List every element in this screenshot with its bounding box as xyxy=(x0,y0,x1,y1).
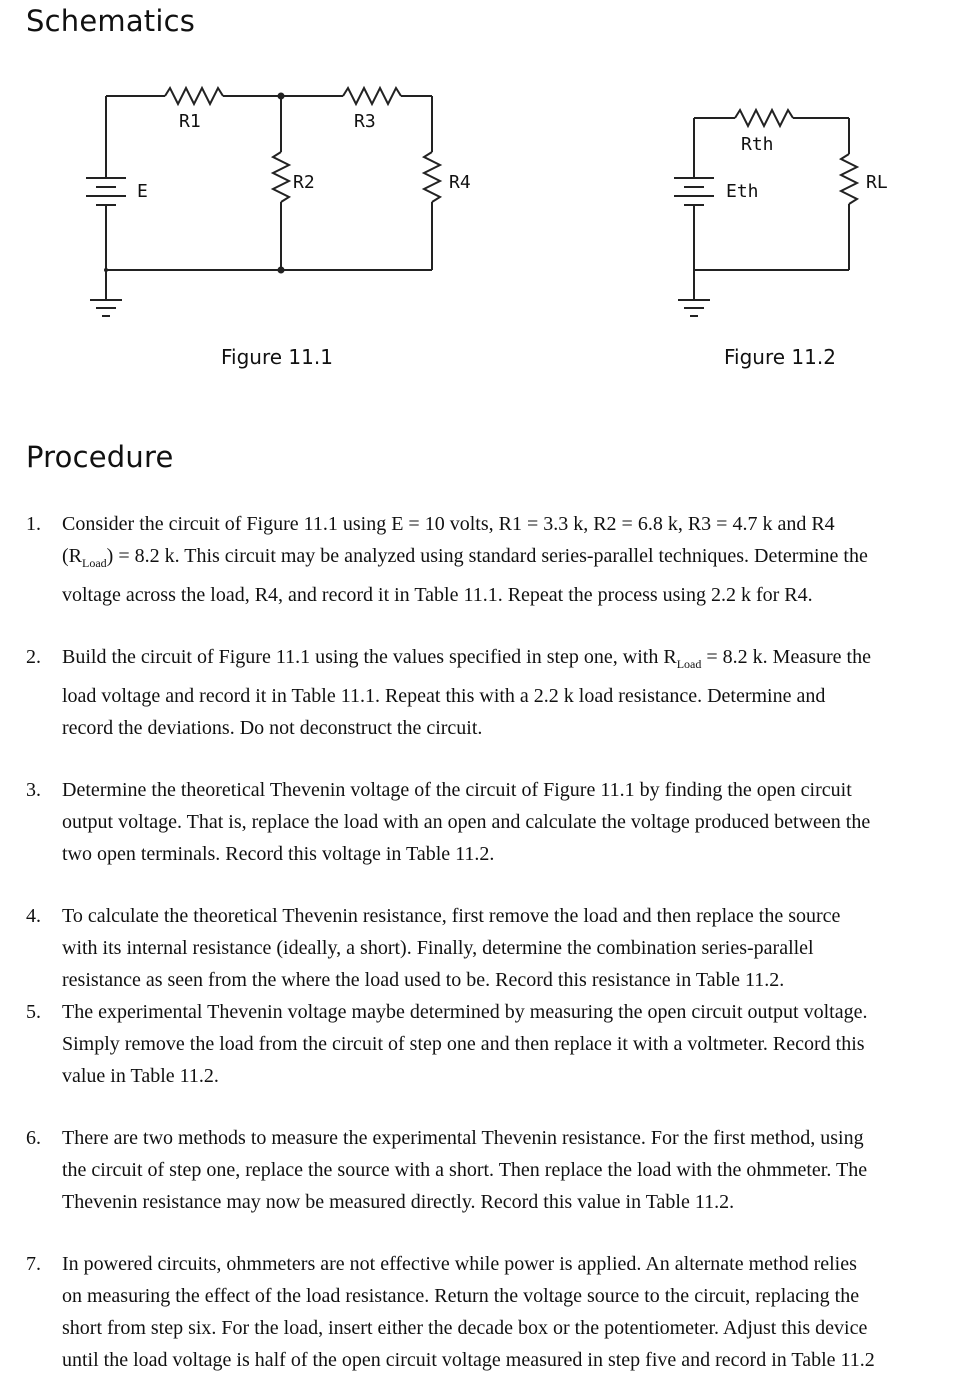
resistor-r3 xyxy=(343,88,401,104)
step-text: The experimental Thevenin voltage maybe determined by measuring the open circuit output voltage. xyxy=(62,1001,868,1023)
figure-11-1-caption: Figure 11.1 xyxy=(221,345,333,369)
step-number: 2. xyxy=(26,646,41,668)
step-number: 7. xyxy=(26,1253,41,1275)
label-r4: R4 xyxy=(449,172,471,193)
figure-11-1-schematic xyxy=(0,60,520,340)
label-r1: R1 xyxy=(179,111,201,132)
step-number: 4. xyxy=(26,905,41,927)
step-item: 3. Determine the theoretical Thevenin voltage of the circuit of Figure 11.1 by finding the open circuit output voltage. That is, replace the load with an open and calculate the voltage produced between the two open terminals. Record this voltage in Table 11.2. xyxy=(0,774,960,870)
step-text: In powered circuits, ohmmeters are not effective while power is applied. An alternate method relies xyxy=(62,1253,857,1275)
step-item: 6. There are two methods to measure the experimental Thevenin resistance. For the first method, using the circuit of step one, replace the source with a short. Then replace the load with the ohmmeter. The Thevenin resistance may now be measured directly. Record this value in Table 11.2. xyxy=(0,1122,960,1218)
step-item: 2. Build the circuit of Figure 11.1 using the values specified in step one, with $R_{Load} = 8.2$ k. Measure the load voltage and record it in Table 11.1. Repeat this with a 2.2 k load resistance. Determine and record the deviations. Do not deconstruct the circuit. xyxy=(0,641,960,744)
step-item: 4. To calculate the theoretical Thevenin resistance, first remove the load and then replace the source with its internal resistance (ideally, a short). Finally, determine the combination series-parallel resistance as seen from the where the load used to be. Record this resistance in Table 11.2. xyxy=(0,900,960,996)
resistor-r2 xyxy=(273,152,289,202)
step-text: Build the circuit of Figure 11.1 using the values specified in step one, with R xyxy=(62,646,677,668)
step-text: Consider the circuit of Figure 11.1 using E = 10 volts, R1 = 3.3 k, R2 = 6.8 k, R3 = 4.7 k and R4 xyxy=(62,513,835,535)
schematics-heading: Schematics xyxy=(26,4,196,38)
label-e: E xyxy=(137,181,148,202)
step-number: 1. xyxy=(26,513,41,535)
label-rth: Rth xyxy=(741,134,774,155)
step-item: 7. In powered circuits, ohmmeters are not effective while power is applied. An alternate method relies on measuring the effect of the load resistance. Return the voltage source to the circuit, replacing the short from step six. For the load, insert either the decade box or the potentiometer. Adjust this device until the load voltage is half of the open circuit voltage measured in step five and record in Table 11.2 xyxy=(0,1248,960,1376)
resistor-r1 xyxy=(165,88,223,104)
step-number: 3. xyxy=(26,779,41,801)
resistor-rl xyxy=(841,154,857,204)
label-r2: R2 xyxy=(293,172,315,193)
junction-left-bottom xyxy=(104,268,108,272)
procedure-heading: Procedure xyxy=(26,440,174,474)
junction-bottom xyxy=(278,267,285,274)
label-r3: R3 xyxy=(354,111,376,132)
step-text: Determine the theoretical Thevenin voltage of the circuit of Figure 11.1 by finding the open circuit xyxy=(62,779,852,801)
figure-11-2-caption: Figure 11.2 xyxy=(724,345,836,369)
label-rl: RL xyxy=(866,172,888,193)
figure-11-2-schematic xyxy=(640,90,940,330)
step-text: To calculate the theoretical Thevenin resistance, first remove the load and then replace the source xyxy=(62,905,841,927)
step-text: There are two methods to measure the experimental Thevenin resistance. For the first method, using xyxy=(62,1127,864,1149)
resistor-r4 xyxy=(424,152,440,202)
label-eth: Eth xyxy=(726,181,759,202)
step-item: 1. Consider the circuit of Figure 11.1 using E = 10 volts, R1 = 3.3 k, R2 = 6.8 k, R3 = 4.7 k and R4 $(R_{Load}) = 8.2$ k. This circuit may be analyzed using standard series-parallel techniques. Determine the voltage across the load, R4, and record it in Table 11.1. Repeat the process using 2.2 k for R4. xyxy=(0,508,960,611)
step-number: 6. xyxy=(26,1127,41,1149)
resistor-rth xyxy=(735,110,793,126)
procedure-steps xyxy=(0,508,960,1376)
step-item: 5. The experimental Thevenin voltage maybe determined by measuring the open circuit output voltage. Simply remove the load from the circuit of step one and then replace it with a voltmeter. Record this value in Table 11.2. xyxy=(0,996,960,1092)
step-number: 5. xyxy=(26,1001,41,1023)
junction-top xyxy=(278,93,285,100)
